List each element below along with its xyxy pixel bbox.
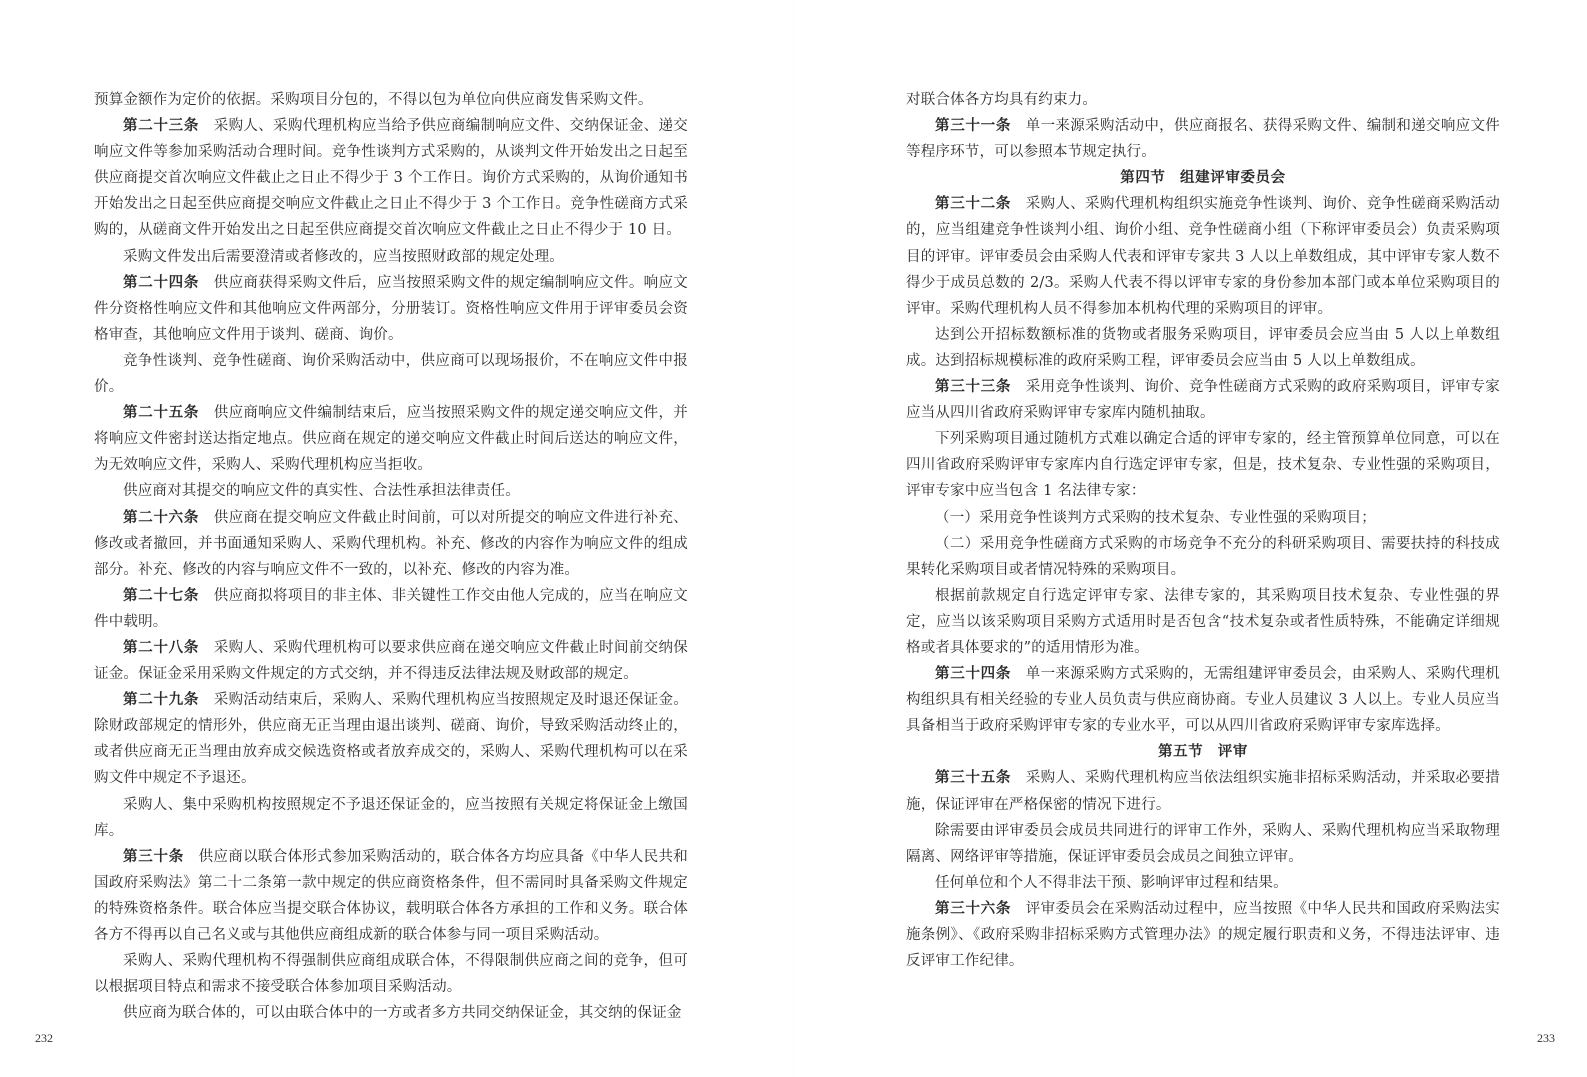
body-paragraph: [94, 244, 688, 270]
article-paragraph: [94, 505, 688, 583]
article-paragraph: [94, 583, 688, 635]
paragraph-text: 采购人、采购代理机构应当给予供应商编制响应文件、交纳保证金、递交响应文件等参加采购活动合理时间。竞争性谈判方式采购的，从谈判文件开始发出之日起至供应商提交首次响应文件截止之日止不得少于 3 个工作日。询价方式采购的，从询价通知书开始发出之日起至供应商提交响应文件截止之日止不得少于 3 个工作日。竞争性磋商方式采购的，从磋商文件开始发出之日起至供应商提交首次响应文件截止之日止不得少于 10 日。: [94, 118, 688, 239]
section-title: 组建评审委员会: [1180, 170, 1286, 187]
body-paragraph: [906, 870, 1500, 896]
body-paragraph: [906, 322, 1500, 374]
body-paragraph: [906, 505, 1500, 531]
article-paragraph: [94, 270, 688, 348]
body-paragraph: [906, 818, 1500, 870]
right-page-body: [906, 87, 1500, 974]
article-number: 第三十三条: [935, 379, 1012, 396]
paragraph-text: 供应商为联合体的，可以由联合体中的一方或者多方共同交纳保证金，其交纳的保证金: [123, 1005, 682, 1022]
paragraph-text: 采购人、采购代理机构不得强制供应商组成联合体，不得限制供应商之间的竞争，但可以根据项目特点和需求不接受联合体参加项目采购活动。: [94, 953, 688, 996]
body-paragraph: [906, 87, 1500, 113]
paragraph-text: （一）采用竞争性谈判方式采购的技术复杂、专业性强的采购项目；: [935, 509, 1376, 526]
paragraph-text: 下列采购项目通过随机方式难以确定合适的评审专家的，经主管预算单位同意，可以在四川省政府采购评审专家库内自行选定评审专家，但是，技术复杂、专业性强的采购项目，评审专家中应当包含 1 名法律专家：: [906, 431, 1500, 500]
paragraph-text: 预算金额作为定价的依据。采购项目分包的，不得以包为单位向供应商发售采购文件。: [94, 92, 653, 108]
paragraph-text: 供应商获得采购文件后，应当按照采购文件的规定编制响应文件。响应文件分资格性响应文件和其他响应文件两部分，分册装订。资格性响应文件用于评审委员会资格审查，其他响应文件用于谈判、磋商、询价。: [94, 274, 688, 343]
right-page-number: 233: [1537, 1031, 1555, 1045]
body-paragraph: [94, 87, 688, 113]
article-paragraph: [94, 687, 688, 791]
paragraph-text: 除需要由评审委员会成员共同进行的评审工作外，采购人、采购代理机构应当采取物理隔离、网络评审等措施，保证评审委员会成员之间独立评审。: [906, 822, 1500, 865]
left-page-body: [94, 87, 688, 1026]
article-paragraph: [906, 765, 1500, 817]
paragraph-text: 根据前款规定自行选定评审专家、法律专家的，其采购项目技术复杂、专业性强的界定，应当以该采购项目采购方式适用时是否包含“技术复杂或者性质特殊，不能确定详细规格或者具体要求的”的适用情形为准。: [906, 587, 1500, 656]
left-page-number: 232: [35, 1031, 53, 1045]
article-number: 第三十四条: [935, 666, 1012, 683]
article-paragraph: [906, 374, 1500, 426]
paragraph-text: 单一来源采购方式采购的，无需组建评审委员会，由采购人、采购代理机构组织具有相关经验的专业人员负责与供应商协商。专业人员建议 3 人以上。专业人员应当具备相当于政府采购评审专家的专业水平，可以从四川省政府采购评审专家库选择。: [906, 666, 1500, 735]
paragraph-text: 竞争性谈判、竞争性磋商、询价采购活动中，供应商可以现场报价，不在响应文件中报价。: [94, 352, 688, 396]
section-heading: [906, 165, 1500, 191]
paragraph-text: 采购文件发出后需要澄清或者修改的，应当按照财政部的规定处理。: [123, 248, 564, 265]
body-paragraph: [94, 1000, 688, 1026]
article-number: 第三十二条: [935, 196, 1012, 213]
article-number: 第三十条: [123, 848, 184, 865]
article-number: 第二十六条: [123, 509, 200, 526]
article-number: 第三十一条: [935, 118, 1012, 135]
paragraph-text: 采购人、采购代理机构可以要求供应商在递交响应文件截止时间前交纳保证金。保证金采用采购文件规定的方式交纳，并不得违反法律法规及财政部的规定。: [94, 639, 688, 683]
body-paragraph: [906, 426, 1500, 504]
paragraph-text: 采购人、采购代理机构应当依法组织实施非招标采购活动，并采取必要措施，保证评审在严格保密的情况下进行。: [906, 770, 1500, 813]
paragraph-text: 单一来源采购活动中，供应商报名、获得采购文件、编制和递交响应文件等程序环节，可以参照本节规定执行。: [906, 118, 1500, 161]
paragraph-text: 供应商以联合体形式参加采购活动的，联合体各方均应具备《中华人民共和国政府采购法》第二十二条第一款中规定的供应商资格条件，但不需同时具备采购文件规定的特殊资格条件。联合体应当提交联合体协议，载明联合体各方承担的工作和义务。联合体各方不得再以自己名义或与其他供应商组成新的联合体参与同一项目采购活动。: [94, 848, 688, 943]
body-paragraph: [94, 478, 688, 504]
body-paragraph: [906, 531, 1500, 583]
article-number: 第三十五条: [935, 770, 1012, 787]
body-paragraph: [94, 348, 688, 400]
article-paragraph: [94, 635, 688, 687]
paragraph-text: 供应商拟将项目的非主体、非关键性工作交由他人完成的，应当在响应文件中载明。: [94, 587, 688, 630]
section-number: 第四节: [1120, 170, 1166, 187]
section-heading: [906, 739, 1500, 765]
paragraph-text: 供应商在提交响应文件截止时间前，可以对所提交的响应文件进行补充、修改或者撤回，并书面通知采购人、采购代理机构。补充、修改的内容作为响应文件的组成部分。补充、修改的内容与响应文件不一致的，以补充、修改的内容为准。: [94, 509, 688, 578]
paragraph-text: 对联合体各方均具有约束力。: [906, 92, 1098, 108]
article-number: 第二十八条: [123, 639, 200, 656]
article-number: 第二十九条: [123, 692, 200, 709]
paragraph-text: 评审委员会在采购活动过程中，应当按照《中华人民共和国政府采购法实施条例》、《政府采购非招标采购方式管理办法》的规定履行职责和义务，不得违法评审、违反评审工作纪律。: [906, 900, 1500, 970]
body-paragraph: [94, 948, 688, 1000]
paragraph-text: 供应商响应文件编制结束后，应当按照采购文件的规定递交响应文件，并将响应文件密封送达指定地点。供应商在规定的递交响应文件截止时间后送达的响应文件，为无效响应文件，采购人、采购代理机构应当拒收。: [94, 405, 688, 474]
article-paragraph: [94, 400, 688, 478]
body-paragraph: [94, 792, 688, 844]
paragraph-text: （二）采用竞争性磋商方式采购的市场竞争不充分的科研采购项目、需要扶持的科技成果转化采购项目或者情况特殊的采购项目。: [906, 535, 1500, 578]
article-number: 第二十三条: [123, 118, 200, 135]
paragraph-text: 供应商对其提交的响应文件的真实性、合法性承担法律责任。: [123, 483, 520, 500]
article-number: 第三十六条: [935, 900, 1012, 917]
paragraph-text: 采购人、集中采购机构按照规定不予退还保证金的，应当按照有关规定将保证金上缴国库。: [94, 796, 688, 839]
paragraph-text: 达到公开招标数额标准的货物或者服务采购项目，评审委员会应当由 5 人以上单数组成。达到招标规模标准的政府采购工程，评审委员会应当由 5 人以上单数组成。: [906, 326, 1500, 369]
article-number: 第二十七条: [123, 587, 200, 604]
article-paragraph: [94, 844, 688, 948]
article-paragraph: [906, 113, 1500, 165]
paragraph-text: 采用竞争性谈判、询价、竞争性磋商方式采购的政府采购项目，评审专家应当从四川省政府采购评审专家库内随机抽取。: [906, 379, 1500, 422]
body-paragraph: [906, 583, 1500, 661]
paragraph-text: 任何单位和个人不得非法干预、影响评审过程和结果。: [935, 874, 1288, 891]
article-paragraph: [906, 896, 1500, 974]
paragraph-text: 采购人、采购代理机构组织实施竞争性谈判、询价、竞争性磋商采购活动的，应当组建竞争性谈判小组、询价小组、竞争性磋商小组（下称评审委员会）负责采购项目的评审。评审委员会由采购人代表和评审专家共 3 人以上单数组成，其中评审专家人数不得少于成员总数的 2/3。采购人代表不得以评审专家的身份参加本部门或本单位采购项目的评审。采购代理机构人员不得参加本机构代理的采购项目的评审。: [906, 196, 1500, 317]
section-title: 评审: [1217, 744, 1248, 761]
paragraph-text: 采购活动结束后，采购人、采购代理机构应当按照规定及时退还保证金。除财政部规定的情形外，供应商无正当理由退出谈判、磋商、询价，导致采购活动终止的，或者供应商无正当理由放弃成交候选资格或者放弃成交的，采购人、采购代理机构可以在采购文件中规定不予退还。: [94, 692, 688, 787]
book-spine: [793, 0, 794, 1077]
article-number: 第二十四条: [123, 274, 200, 291]
article-paragraph: [94, 113, 688, 243]
article-paragraph: [906, 661, 1500, 739]
section-number: 第五节: [1157, 744, 1204, 761]
article-number: 第二十五条: [123, 405, 200, 422]
article-paragraph: [906, 191, 1500, 321]
